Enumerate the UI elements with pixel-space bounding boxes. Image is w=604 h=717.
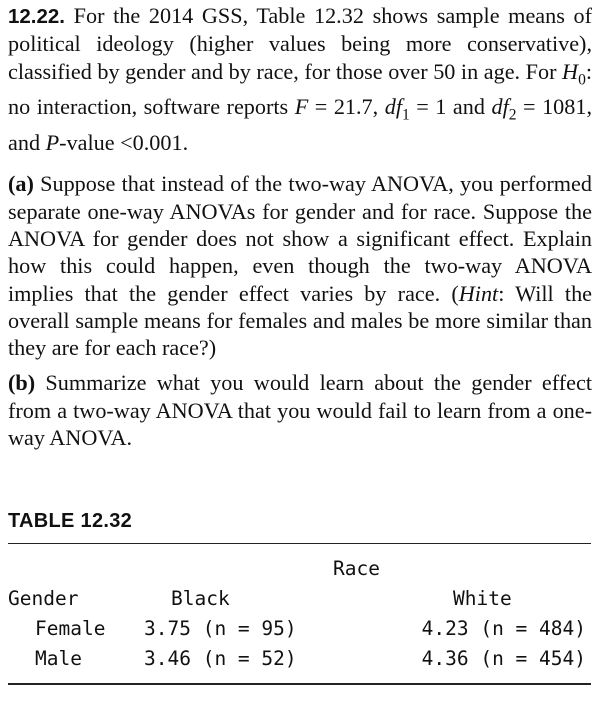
problem-intro: [8, 2, 592, 156]
text-run: 0: [578, 71, 586, 89]
text-run: df: [491, 94, 509, 120]
column-header-black: Black: [171, 587, 230, 610]
problem-intro-text: For the 2014 GSS, Table 12.32 shows sample means of political ideology (higher values being more conservative), classified by gender and by race, for those over 50 in age. For $H_0$: no interaction, software reports F = 21.7, $df_1 = 1$ and $df_2 = 1081$, and P-value <0.001.: [8, 3, 592, 156]
text-run: F: [294, 94, 309, 120]
text-run: df: [384, 94, 402, 120]
text-run: 1: [401, 106, 410, 124]
text-run: (a): [8, 171, 34, 197]
text-run: (b): [8, 370, 36, 396]
cell-male-black: 3.46 (n = 52): [144, 647, 297, 670]
text-run: Hint: [458, 280, 499, 306]
table-caption: TABLE 12.32: [8, 510, 133, 532]
text-run: H: [562, 58, 579, 84]
part-b: (b) Summarize what you would learn about the gender effect from a two-way ANOVA that you would fail to learn from a one-way ANOVA.: [8, 370, 592, 451]
row-label-male: Male: [35, 647, 82, 670]
cell-female-black: 3.75 (n = 95): [144, 617, 297, 640]
problem-text: [8, 2, 592, 451]
column-header-white: White: [453, 587, 512, 610]
part-a: (a) Suppose that instead of the two-way ANOVA, you performed separate one-way ANOVAs for gender and for race. Suppose the ANOVA for gender does not show a significant effect. Explain how this could happen, even though the two-way ANOVA implies that the gender effect varies by race. (Hint: Will the overall sample means for females and males be more similar than they are for each race?): [8, 171, 593, 361]
row-label-female: Female: [35, 617, 106, 640]
race-spanner-header: Race: [333, 557, 380, 580]
table-bottom-rule: [8, 683, 591, 685]
gender-row-header: Gender: [8, 587, 79, 610]
cell-female-white: 4.23 (n = 484): [421, 617, 586, 640]
text-run: P: [45, 130, 60, 156]
table-top-rule: [8, 543, 591, 544]
cell-male-white: 4.36 (n = 454): [421, 647, 586, 670]
text-run: 2: [508, 106, 517, 124]
problem-number: 12.22.: [8, 5, 65, 28]
